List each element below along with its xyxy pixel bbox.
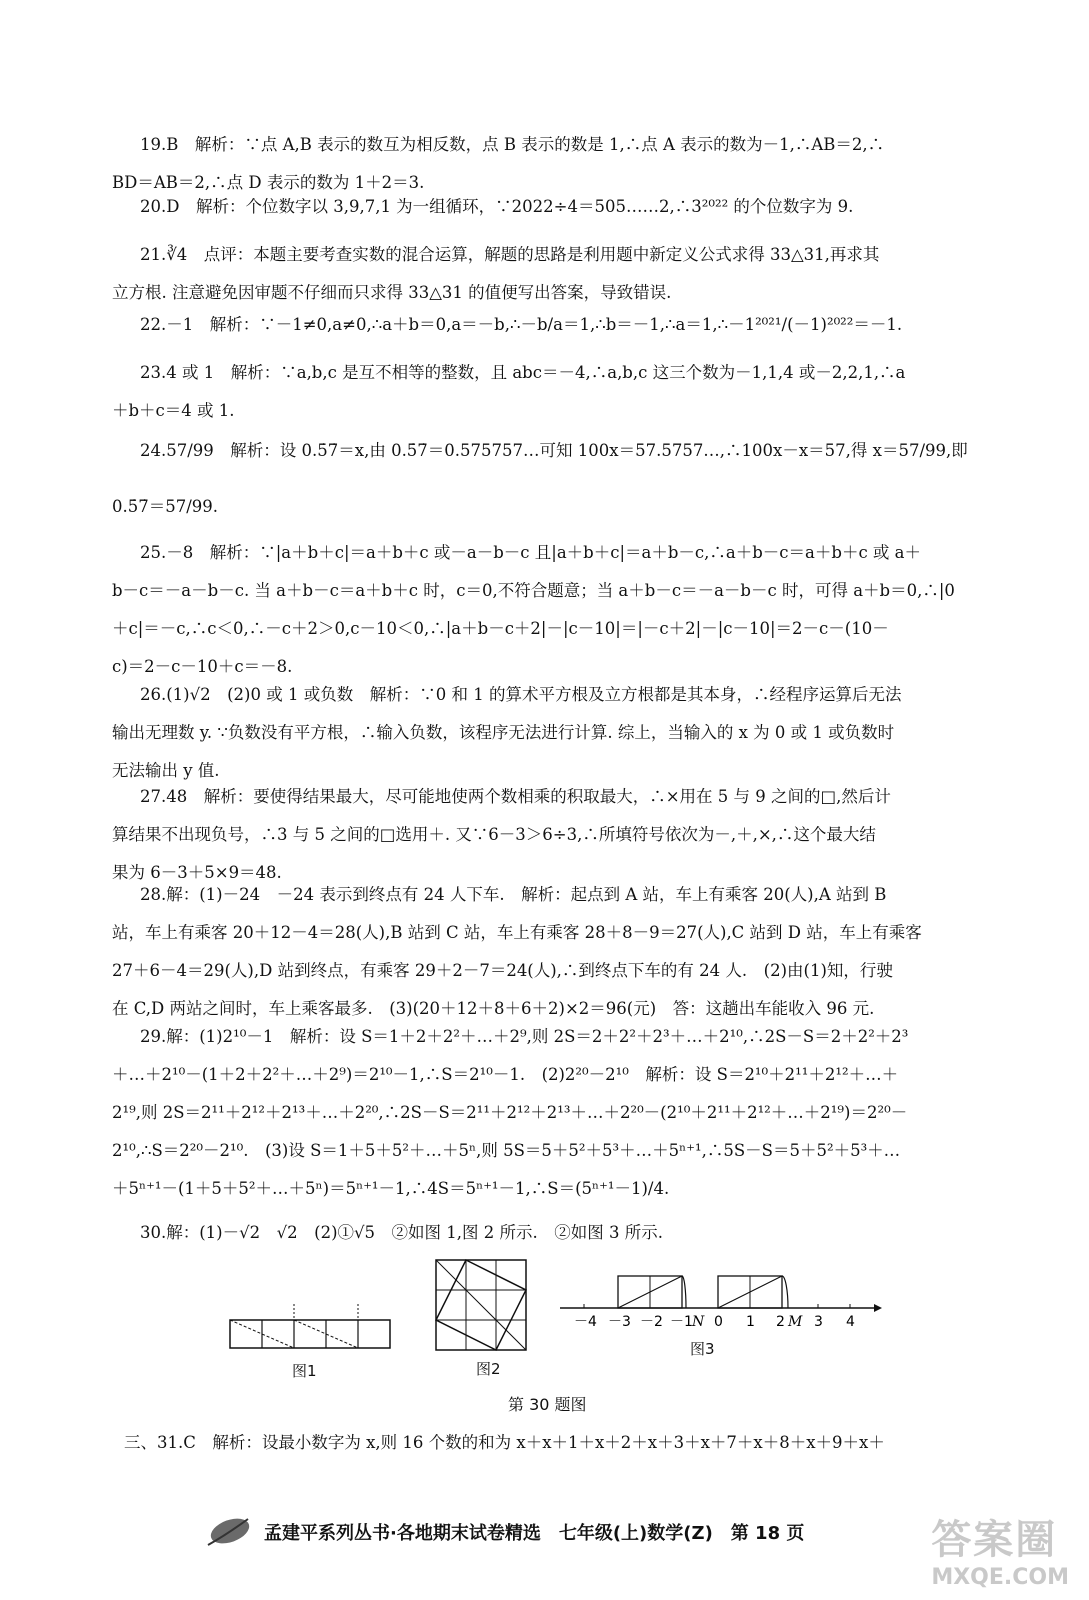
tick-label: －2 — [640, 1314, 663, 1330]
answer-q23 — [112, 354, 992, 430]
page-footer — [220, 1505, 920, 1553]
answer-line: 21.∛4 点评：本题主要考查实数的混合运算，解题的思路是利用题中新定义公式求得 33△31,再求其 — [140, 245, 880, 264]
tick-label: －1 — [670, 1314, 693, 1330]
tick-label-m: M — [788, 1314, 803, 1330]
tick-label: 1 — [746, 1314, 755, 1330]
answer-line: 2¹⁰,∴S＝2²⁰－2¹⁰. (3)设 S＝1＋5＋5²＋…＋5ⁿ,则 5S＝5＋5²＋5³＋…＋5ⁿ⁺¹,∴5S－S＝5＋5²＋5³＋… — [112, 1141, 901, 1160]
answer-line: ＋c|＝－c,∴c＜0,∴－c＋2＞0,c－10＜0,∴|a＋b－c＋2|－|c－10|＝|－c＋2|－|c－10|＝2－c－(10－ — [112, 619, 889, 638]
answer-line: 果为 6－3＋5×9＝48. — [112, 863, 282, 882]
answer-line: 25.－8 解析：∵|a＋b＋c|＝a＋b＋c 或－a－b－c 且|a＋b＋c|＝a＋b－c,∴a＋b－c＝a＋b＋c 或 a＋ — [140, 543, 922, 562]
answer-line: 20.D 解析：个位数字以 3,9,7,1 为一组循环，∵2022÷4＝505……2,∴3²⁰²² 的个位数字为 9. — [140, 197, 854, 216]
leaf-decoration-icon — [202, 1505, 258, 1553]
answer-q24 — [112, 432, 992, 526]
watermark-url: MXQE.COM — [931, 1565, 1069, 1590]
figure-3-numberline — [556, 1268, 886, 1338]
answer-q25 — [112, 534, 992, 686]
answer-line: ＋5ⁿ⁺¹－(1＋5＋5²＋…＋5ⁿ)＝5ⁿ⁺¹－1,∴4S＝5ⁿ⁺¹－1,∴S＝(5ⁿ⁺¹－1)/4. — [112, 1179, 670, 1198]
answer-line: 29.解：(1)2¹⁰－1 解析：设 S＝1＋2＋2²＋…＋2⁹,则 2S＝2＋2²＋2³＋…＋2¹⁰,∴2S－S＝2＋2²＋2³ — [140, 1027, 909, 1046]
answer-line: BD＝AB＝2,∴点 D 表示的数为 1＋2＝3. — [112, 173, 425, 192]
answer-q21 — [112, 236, 992, 312]
answer-q22 — [112, 306, 992, 344]
figure-1-grid — [226, 1300, 396, 1360]
tick-label: 4 — [846, 1314, 855, 1330]
answer-line: 算结果不出现负号，∴3 与 5 之间的□选用＋. 又∵6－3＞6÷3,∴所填符号依次为－,＋,×,∴这个最大结 — [112, 825, 876, 844]
answer-q20 — [112, 188, 992, 226]
tick-label: 3 — [814, 1314, 823, 1330]
figure-3-label: 图3 — [690, 1340, 715, 1358]
answer-q29 — [112, 1018, 992, 1208]
answer-line: 22.－1 解析：∵－1≠0,a≠0,∴a＋b＝0,a＝－b,∴－b/a＝1,∴b＝－1,∴a＝1,∴－1²⁰²¹/(－1)²⁰²²＝－1. — [140, 315, 903, 334]
answer-line: 2¹⁹,则 2S＝2¹¹＋2¹²＋2¹³＋…＋2²⁰,∴2S－S＝2¹¹＋2¹²＋2¹³＋…＋2²⁰－(2¹⁰＋2¹¹＋2¹²＋…＋2¹⁹)＝2²⁰－ — [112, 1103, 908, 1122]
answer-line: 站，车上有乘客 20＋12－4＝28(人),B 站到 C 站，车上有乘客 28＋8－9＝27(人),C 站到 D 站，车上有乘客 — [112, 923, 922, 942]
answer-line: 27＋6－4＝29(人),D 站到终点，有乘客 29＋2－7＝24(人),∴到终点下车的有 24 人. (2)由(1)知，行驶 — [112, 961, 893, 980]
answer-line: ＋b＋c＝4 或 1. — [112, 401, 235, 420]
tick-label: 2 — [776, 1314, 785, 1330]
answer-line: 30.解：(1)－√2 √2 (2)①√5 ②如图 1,图 2 所示. ②如图 3 所示. — [140, 1223, 663, 1242]
figure-1-label: 图1 — [292, 1362, 317, 1380]
answer-line: 立方根. 注意避免因审题不仔细而只求得 33△31 的值便写出答案，导致错误. — [112, 283, 672, 302]
answer-line: 19.B 解析：∵点 A,B 表示的数互为相反数，点 B 表示的数是 1,∴点 A 表示的数为－1,∴AB＝2,∴ — [140, 135, 885, 154]
answer-line: ＋…＋2¹⁰－(1＋2＋2²＋…＋2⁹)＝2¹⁰－1,∴S＝2¹⁰－1. (2)2²⁰－2¹⁰ 解析：设 S＝2¹⁰＋2¹¹＋2¹²＋…＋ — [112, 1065, 899, 1084]
footer-text: 孟建平系列丛书·各地期末试卷精选 七年级(上)数学(Z) 第 18 页 — [264, 1523, 805, 1544]
answer-line: 0.5̇7̇＝57/99. — [112, 497, 219, 516]
answer-line: 24.57/99 解析：设 0.5̇7̇＝x,由 0.5̇7̇＝0.575757…可知 100x＝57.5757…,∴100x－x＝57,得 x＝57/99,即 — [140, 441, 968, 460]
answer-q26 — [112, 676, 992, 790]
watermark-title: 答案圈 — [931, 1517, 1058, 1563]
tick-label-n: N — [692, 1314, 705, 1330]
figure-2-grid — [432, 1256, 532, 1358]
answer-q28 — [112, 876, 992, 1028]
watermark — [931, 1508, 1069, 1590]
answer-line: 28.解：(1)－24 －24 表示到终点有 24 人下车. 解析：起点到 A 站，车上有乘客 20(人),A 站到 B — [140, 885, 887, 904]
answer-q27 — [112, 778, 992, 892]
answer-line: b－c＝－a－b－c. 当 a＋b－c＝a＋b＋c 时，c＝0,不符合题意；当 a＋b－c＝－a－b－c 时，可得 a＋b＝0,∴|0 — [112, 581, 955, 600]
answer-line: 输出无理数 y. ∵负数没有平方根，∴输入负数，该程序无法进行计算. 综上，当输入的 x 为 0 或 1 或负数时 — [112, 723, 895, 742]
tick-label: －3 — [608, 1314, 631, 1330]
figure-group-caption: 第 30 题图 — [508, 1395, 587, 1414]
answer-q31 — [104, 1424, 984, 1462]
answer-line: 无法输出 y 值. — [112, 761, 220, 780]
answer-line: 26.(1)√2 (2)0 或 1 或负数 解析：∵0 和 1 的算术平方根及立方根都是其本身，∴经程序运算后无法 — [140, 685, 902, 704]
answer-q30 — [112, 1214, 992, 1252]
answer-line: 27.48 解析：要使得结果最大，尽可能地使两个数相乘的积取最大，∴×用在 5 与 9 之间的□,然后计 — [140, 787, 891, 806]
answer-line: c)＝2－c－10＋c＝－8. — [112, 657, 293, 676]
answer-line: 三、31.C 解析：设最小数字为 x,则 16 个数的和为 x＋x＋1＋x＋2＋x＋3＋x＋7＋x＋8＋x＋9＋x＋ — [124, 1433, 885, 1452]
tick-label: 0 — [714, 1314, 723, 1330]
answer-line: 23.4 或 1 解析：∵a,b,c 是互不相等的整数，且 abc＝－4,∴a,b,c 这三个数为－1,1,4 或－2,2,1,∴a — [140, 363, 906, 382]
tick-label: －4 — [574, 1314, 597, 1330]
figure-2-label: 图2 — [476, 1360, 501, 1378]
answer-line: 在 C,D 两站之间时，车上乘客最多. (3)(20＋12＋8＋6＋2)×2＝96(元) 答：这趟出车能收入 96 元. — [112, 999, 875, 1018]
